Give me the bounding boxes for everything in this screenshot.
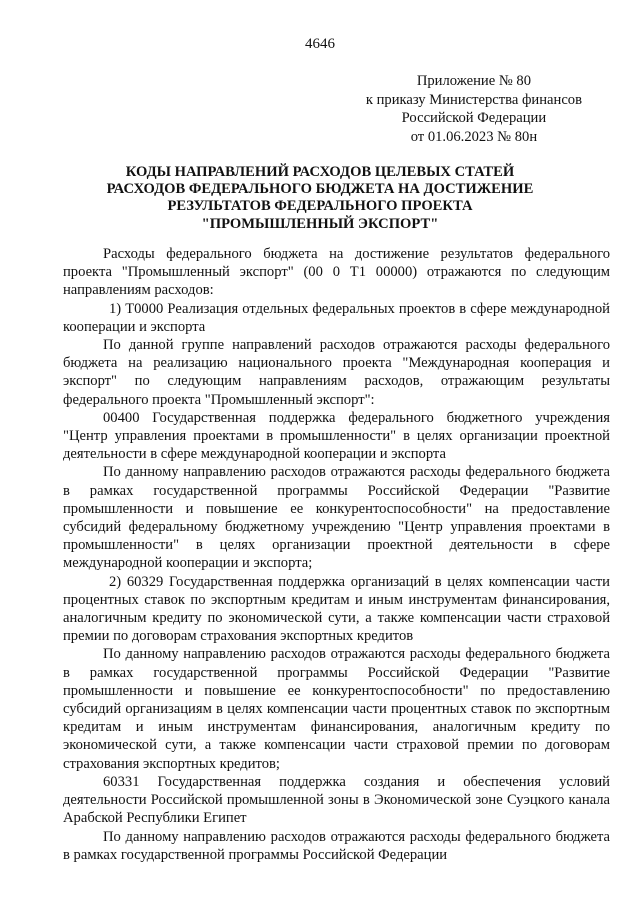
title-line: РАСХОДОВ ФЕДЕРАЛЬНОГО БЮДЖЕТА НА ДОСТИЖЕНИЕ <box>106 181 534 198</box>
title-line: РЕЗУЛЬТАТОВ ФЕДЕРАЛЬНОГО ПРОЕКТА <box>167 198 473 215</box>
document-body <box>63 245 610 864</box>
list-item: 1) Т0000 Реализация отдельных федеральных проектов в сфере международной кооперации и экспорта <box>63 300 610 335</box>
body-paragraph: 00400 Государственная поддержка федерального бюджетного учреждения "Центр управления проектами в промышленности" в целях организации проектной деятельности в сфере международной кооперации и экспорта <box>63 409 610 463</box>
appendix-line: к приказу Министерства финансов <box>365 91 582 108</box>
page-number: 4646 <box>305 36 335 52</box>
body-paragraph: По данному направлению расходов отражаются расходы федерального бюджета в рамках государственной программы Российской Федерации "Развитие промышленности и повышение ее конкурентоспособности" на предоставление субсидий федеральному бюджетному учреждению "Центр управления проектами в промышленности" в целях организации проектной деятельности в сфере международной кооперации и экспорта; <box>63 464 610 572</box>
appendix-line: Российской Федерации <box>401 110 547 126</box>
document-title <box>60 164 580 233</box>
title-line: КОДЫ НАПРАВЛЕНИЙ РАСХОДОВ ЦЕЛЕВЫХ СТАТЕЙ <box>125 164 515 180</box>
body-paragraph: По данной группе направлений расходов отражаются расходы федерального бюджета на реализацию национального проекта "Международная кооперация и экспорт" по следующим направлениям расходов, отражающим результаты федерального проекта "Промышленный экспорт": <box>63 337 610 408</box>
body-paragraph: По данному направлению расходов отражаются расходы федерального бюджета в рамках государственной программы Российской Федерации <box>63 828 610 863</box>
appendix-line: от 01.06.2023 № 80н <box>410 128 538 145</box>
appendix-header <box>366 72 582 146</box>
body-paragraph: Расходы федерального бюджета на достижение результатов федерального проекта "Промышленный экспорт" (00 0 Т1 00000) отражаются по следующим направлениям расходов: <box>63 246 610 299</box>
appendix-line: Приложение № 80 <box>416 73 531 89</box>
list-item: 2) 60329 Государственная поддержка организаций в целях компенсации части процентных ставок по экспортным кредитам и иным инструментам финансирования, аналогичным кредиту по экономической сути, а также компенсации части страховой премии по договорам страхования экспортных кредитов <box>63 573 610 645</box>
body-paragraph: 60331 Государственная поддержка создания и обеспечения условий деятельности Российской промышленной зоны в Экономической зоне Суэцкого канала Арабской Республики Египет <box>63 773 610 827</box>
body-paragraph: По данному направлению расходов отражаются расходы федерального бюджета в рамках государственной программы Российской Федерации "Развитие промышленности и повышение ее конкурентоспособности" по предоставлению субсидий организациям в целях компенсации части процентных ставок по экспортным кредитам и иным инструментам финансирования, аналогичным кредиту по экономической сути, а также компенсации части страховой премии по договорам страхования экспортных кредитов; <box>63 646 610 772</box>
title-line: "ПРОМЫШЛЕННЫЙ ЭКСПОРТ" <box>201 215 439 232</box>
